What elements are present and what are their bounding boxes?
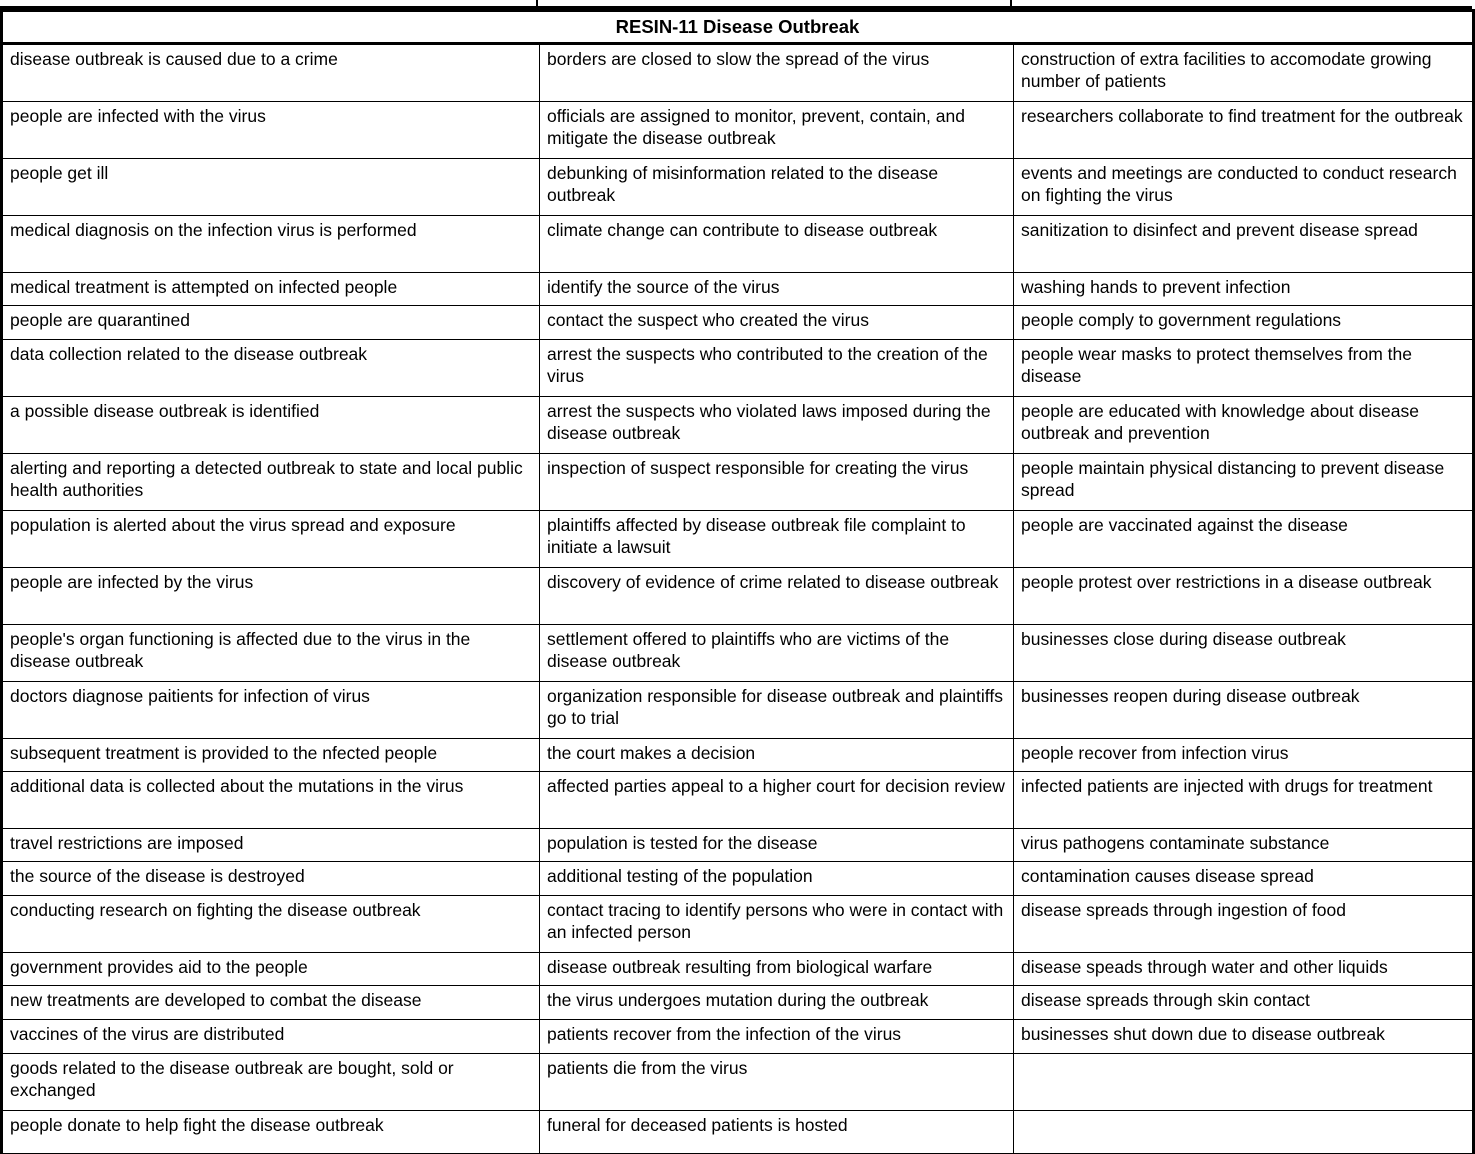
truncated-cell-col3 [1012,0,1472,6]
table-cell-col1: population is alerted about the virus spread and exposure [2,511,540,568]
table-cell-col1: a possible disease outbreak is identified [2,397,540,454]
table-cell-col2: officials are assigned to monitor, prevent, contain, and mitigate the disease outbreak [540,102,1014,159]
table-cell-col2: settlement offered to plaintiffs who are victims of the disease outbreak [540,625,1014,682]
table-cell-col3: contamination causes disease spread [1014,862,1474,896]
table-cell-col3: researchers collaborate to find treatment for the outbreak [1014,102,1474,159]
table-cell-col1: additional data is collected about the mutations in the virus [2,772,540,829]
table-cell-col3: people recover from infection virus [1014,739,1474,772]
table-cell-col1: medical diagnosis on the infection virus is performed [2,216,540,273]
truncated-previous-row [0,0,1472,9]
table-cell-col3: washing hands to prevent infection [1014,273,1474,306]
table-cell-col2: inspection of suspect responsible for creating the virus [540,454,1014,511]
table-row [2,454,1474,511]
table-row [2,1054,1474,1111]
table-cell-col3 [1014,1111,1474,1154]
table-row [2,1020,1474,1054]
table-title: RESIN-11 Disease Outbreak [2,11,1474,44]
table-cell-col1: people's organ functioning is affected due to the virus in the disease outbreak [2,625,540,682]
table-cell-col3: people are educated with knowledge about disease outbreak and prevention [1014,397,1474,454]
table-cell-col2: arrest the suspects who contributed to the creation of the virus [540,340,1014,397]
table-row [2,568,1474,625]
table-row [2,862,1474,896]
table-cell-col1: people are infected by the virus [2,568,540,625]
truncated-cell-col1 [0,0,538,6]
table-cell-col2: contact tracing to identify persons who were in contact with an infected person [540,896,1014,953]
table-cell-col3: sanitization to disinfect and prevent disease spread [1014,216,1474,273]
table-cell-col1: medical treatment is attempted on infected people [2,273,540,306]
table-cell-col2: patients die from the virus [540,1054,1014,1111]
table-cell-col1: government provides aid to the people [2,953,540,986]
table-cell-col1: people are quarantined [2,306,540,340]
table-cell-col1: conducting research on fighting the disease outbreak [2,896,540,953]
table-cell-col3: businesses shut down due to disease outbreak [1014,1020,1474,1054]
table-cell-col1: disease outbreak is caused due to a crime [2,44,540,102]
table-cell-col1: vaccines of the virus are distributed [2,1020,540,1054]
table-row [2,953,1474,986]
table-cell-col2: the court makes a decision [540,739,1014,772]
table-cell-col2: population is tested for the disease [540,829,1014,862]
table-row [2,397,1474,454]
table-row [2,306,1474,340]
table-cell-col1: alerting and reporting a detected outbreak to state and local public health authorities [2,454,540,511]
resin-outbreak-table [0,9,1475,1154]
table-cell-col2: contact the suspect who created the virus [540,306,1014,340]
table-row [2,159,1474,216]
table-cell-col1: travel restrictions are imposed [2,829,540,862]
table-cell-col3: disease spreads through skin contact [1014,986,1474,1020]
table-cell-col1: doctors diagnose paitients for infection of virus [2,682,540,739]
table-cell-col2: discovery of evidence of crime related to disease outbreak [540,568,1014,625]
table-cell-col1: subsequent treatment is provided to the nfected people [2,739,540,772]
table-cell-col1: the source of the disease is destroyed [2,862,540,896]
table-title-row [2,11,1474,44]
table-cell-col2: organization responsible for disease outbreak and plaintiffs go to trial [540,682,1014,739]
table-cell-col3: businesses close during disease outbreak [1014,625,1474,682]
table-cell-col3: virus pathogens contaminate substance [1014,829,1474,862]
truncated-cell-col2 [538,0,1012,6]
table-cell-col3: construction of extra facilities to accomodate growing number of patients [1014,44,1474,102]
table-cell-col3: disease speads through water and other liquids [1014,953,1474,986]
table-cell-col2: climate change can contribute to disease outbreak [540,216,1014,273]
table-row [2,772,1474,829]
table-row [2,986,1474,1020]
table-cell-col2: debunking of misinformation related to the disease outbreak [540,159,1014,216]
table-row [2,340,1474,397]
table-cell-col3: people wear masks to protect themselves from the disease [1014,340,1474,397]
table-cell-col1: data collection related to the disease outbreak [2,340,540,397]
table-row [2,44,1474,102]
table-cell-col3: people are vaccinated against the disease [1014,511,1474,568]
table-cell-col3: people protest over restrictions in a disease outbreak [1014,568,1474,625]
table-cell-col2: patients recover from the infection of the virus [540,1020,1014,1054]
table-cell-col1: new treatments are developed to combat the disease [2,986,540,1020]
table-row [2,102,1474,159]
table-cell-col2: borders are closed to slow the spread of the virus [540,44,1014,102]
table-cell-col3: events and meetings are conducted to conduct research on fighting the virus [1014,159,1474,216]
table-row [2,896,1474,953]
table-row [2,829,1474,862]
table-body [2,44,1474,1154]
table-cell-col3: businesses reopen during disease outbreak [1014,682,1474,739]
table-cell-col3: people comply to government regulations [1014,306,1474,340]
table-cell-col2: the virus undergoes mutation during the outbreak [540,986,1014,1020]
table-row [2,739,1474,772]
table-cell-col3: disease spreads through ingestion of food [1014,896,1474,953]
table-cell-col3: people maintain physical distancing to prevent disease spread [1014,454,1474,511]
table-cell-col2: affected parties appeal to a higher court for decision review [540,772,1014,829]
table-cell-col2: identify the source of the virus [540,273,1014,306]
table-cell-col1: goods related to the disease outbreak are bought, sold or exchanged [2,1054,540,1111]
table-cell-col2: funeral for deceased patients is hosted [540,1111,1014,1154]
table-cell-col2: plaintiffs affected by disease outbreak file complaint to initiate a lawsuit [540,511,1014,568]
table-cell-col2: additional testing of the population [540,862,1014,896]
table-cell-col2: disease outbreak resulting from biological warfare [540,953,1014,986]
table-row [2,273,1474,306]
table-cell-col1: people are infected with the virus [2,102,540,159]
table-row [2,625,1474,682]
table-cell-col3 [1014,1054,1474,1111]
table-row [2,1111,1474,1154]
table-row [2,216,1474,273]
table-cell-col1: people donate to help fight the disease outbreak [2,1111,540,1154]
table-cell-col1: people get ill [2,159,540,216]
table-cell-col3: infected patients are injected with drugs for treatment [1014,772,1474,829]
table-row [2,682,1474,739]
table-cell-col2: arrest the suspects who violated laws imposed during the disease outbreak [540,397,1014,454]
table-row [2,511,1474,568]
